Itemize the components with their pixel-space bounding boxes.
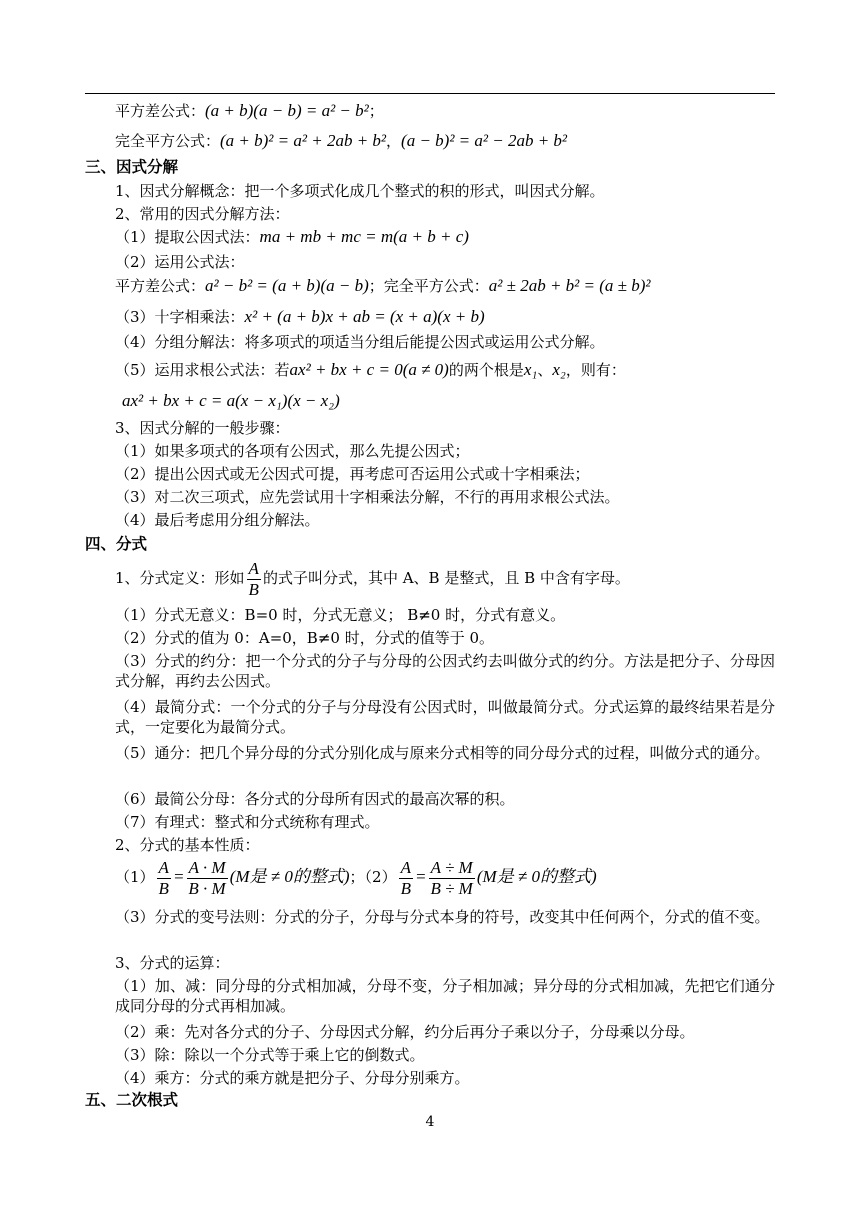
label: （1） (115, 868, 155, 886)
formula: (a + b)(a − b) = a² − b² (205, 101, 369, 120)
method-cross-multiplication (85, 307, 775, 327)
paragraph: （3）对二次三项式，应先尝试用十字相乘法分解，不行的再用求根公式法。 (115, 488, 620, 506)
formula: x₁ (523, 360, 538, 379)
formula: x₂ (552, 360, 566, 379)
paragraph (85, 907, 775, 927)
label: ；完全平方公式： (368, 277, 489, 295)
paragraph: （1）如果多项式的各项有公因式，那么先提公因式； (115, 442, 470, 460)
fraction (157, 858, 171, 899)
paragraph (85, 743, 775, 763)
numerator: A (400, 857, 411, 877)
paragraph: 1、因式分解概念：把一个多项式化成几个整式的积的形式，叫因式分解。 (115, 182, 605, 200)
paragraph: （2）提出公因式或无公因式可提，再考虑可否运用公式或十字相乘法； (115, 465, 590, 483)
fraction-basic-property (85, 856, 775, 899)
numerator: A (248, 558, 259, 578)
paragraph: （4）分组分解法：将多项式的项适当分组后能提公因式或运用公式分解。 (115, 333, 605, 351)
page-number: 4 (425, 1114, 435, 1130)
paragraph: （7）有理式：整式和分式统称有理式。 (115, 813, 380, 831)
method-formula-line (85, 276, 775, 296)
label: （3）十字相乘法： (115, 308, 245, 326)
label: 1、分式定义：形如 (115, 569, 245, 587)
formula: x² + (a + b)x + ab = (x + a)(x + b) (244, 307, 485, 326)
method-common-factor (85, 227, 775, 247)
paragraph: （4）乘方：分式的乘方就是把分子、分母分别乘方。 (115, 1069, 470, 1087)
paragraph (85, 976, 775, 1016)
denominator: B · M (188, 878, 226, 898)
label: 的两个根是 (448, 361, 524, 379)
label: （5）运用求根公式法：若 (115, 361, 290, 379)
formula: ma + mb + mc = m(a + b + c) (259, 227, 469, 246)
numerator: A ÷ M (430, 857, 473, 877)
paragraph (85, 651, 775, 691)
label: 平方差公式： (115, 102, 206, 120)
formula: ax² + bx + c = a(x − x₁)(x − x₂) (122, 391, 340, 410)
formula: ax² + bx + c = 0(a ≠ 0) (289, 360, 449, 379)
label: 的式子叫分式，其中 A、B 是整式，且 B 中含有字母。 (262, 569, 630, 587)
denominator: B ÷ M (430, 878, 473, 898)
punct: 、 (537, 361, 553, 379)
paragraph: （6）最简公分母：各分式的分母所有因式的最高次幂的积。 (115, 790, 515, 808)
punct: ， (386, 132, 402, 150)
fraction (399, 858, 413, 899)
numerator: A · M (188, 857, 226, 877)
paragraph: 3、因式分解的一般步骤： (115, 419, 290, 437)
section-heading-quadratic-radicals: 五、二次根式 (85, 1090, 179, 1109)
formula-root-factorization (122, 391, 622, 411)
fraction-definition (85, 558, 775, 600)
fraction (186, 858, 227, 899)
fraction (428, 858, 474, 899)
label: （1）提取公因式法： (115, 228, 260, 246)
denominator: B (400, 878, 411, 898)
punct: ； (368, 102, 384, 120)
text: （4）最简分式：一个分式的分子与分母没有公因式时，叫做最简分式。分式运算的最终结果若是分式，一定要化为最简分式。 (115, 698, 775, 736)
condition: (M是 ≠ 0的整式) (476, 867, 597, 886)
equals: = (172, 867, 185, 886)
paragraph: （4）最后考虑用分组分解法。 (115, 511, 320, 529)
formula: a² − b² = (a + b)(a − b) (205, 276, 369, 295)
formula: (a + b)² = a² + 2ab + b² (220, 131, 387, 150)
section-heading-factorization: 三、因式分解 (85, 157, 179, 176)
paragraph: 2、常用的因式分解方法： (115, 205, 290, 223)
paragraph: （2）运用公式法： (115, 253, 245, 271)
formula: a² ± 2ab + b² = (a ± b)² (488, 276, 651, 295)
denominator: B (248, 579, 259, 599)
text: （1）加、减：同分母的分式相加减，分母不变，分子相加减；异分母的分式相加减，先把它们通分成同分母的分式再相加减。 (115, 977, 775, 1015)
paragraph: 3、分式的运算： (115, 954, 230, 972)
paragraph (85, 697, 775, 737)
equals: = (414, 867, 427, 886)
label: 完全平方公式： (115, 132, 221, 150)
label: 平方差公式： (115, 277, 206, 295)
method-root-formula (85, 360, 775, 380)
text: （3）分式的变号法则：分式的分子，分母与分式本身的符号，改变其中任何两个，分式的值不变。 (115, 908, 770, 926)
denominator: B (158, 878, 169, 898)
header-rule (85, 93, 775, 94)
formula-line-perfect-square (85, 131, 775, 151)
section-heading-fractions: 四、分式 (85, 534, 148, 553)
formula: (a − b)² = a² − 2ab + b² (401, 131, 568, 150)
paragraph: （2）分式的值为 0：A=0，B≠0 时，分式的值等于 0。 (115, 629, 495, 647)
text: （5）通分：把几个异分母的分式分别化成与原来分式相等的同分母分式的过程，叫做分式的通分。 (115, 744, 770, 762)
text: （3）分式的约分：把一个分式的分子与分母的公因式约去叫做分式的约分。方法是把分子、分母因式分解，再约去公因式。 (115, 652, 775, 690)
numerator: A (158, 857, 169, 877)
paragraph: （3）除：除以一个分式等于乘上它的倒数式。 (115, 1046, 425, 1064)
paragraph: 2、分式的基本性质： (115, 836, 260, 854)
formula-line-diff-squares (85, 101, 775, 121)
label: ；（2） (349, 868, 397, 886)
condition: (M是 ≠ 0的整式) (229, 867, 350, 886)
fraction (247, 559, 261, 600)
paragraph: （1）分式无意义：B=0 时，分式无意义； B≠0 时，分式有意义。 (115, 606, 566, 624)
label: ，则有： (565, 361, 626, 379)
paragraph: （2）乘：先对各分式的分子、分母因式分解，约分后再分子乘以分子，分母乘以分母。 (115, 1023, 695, 1041)
